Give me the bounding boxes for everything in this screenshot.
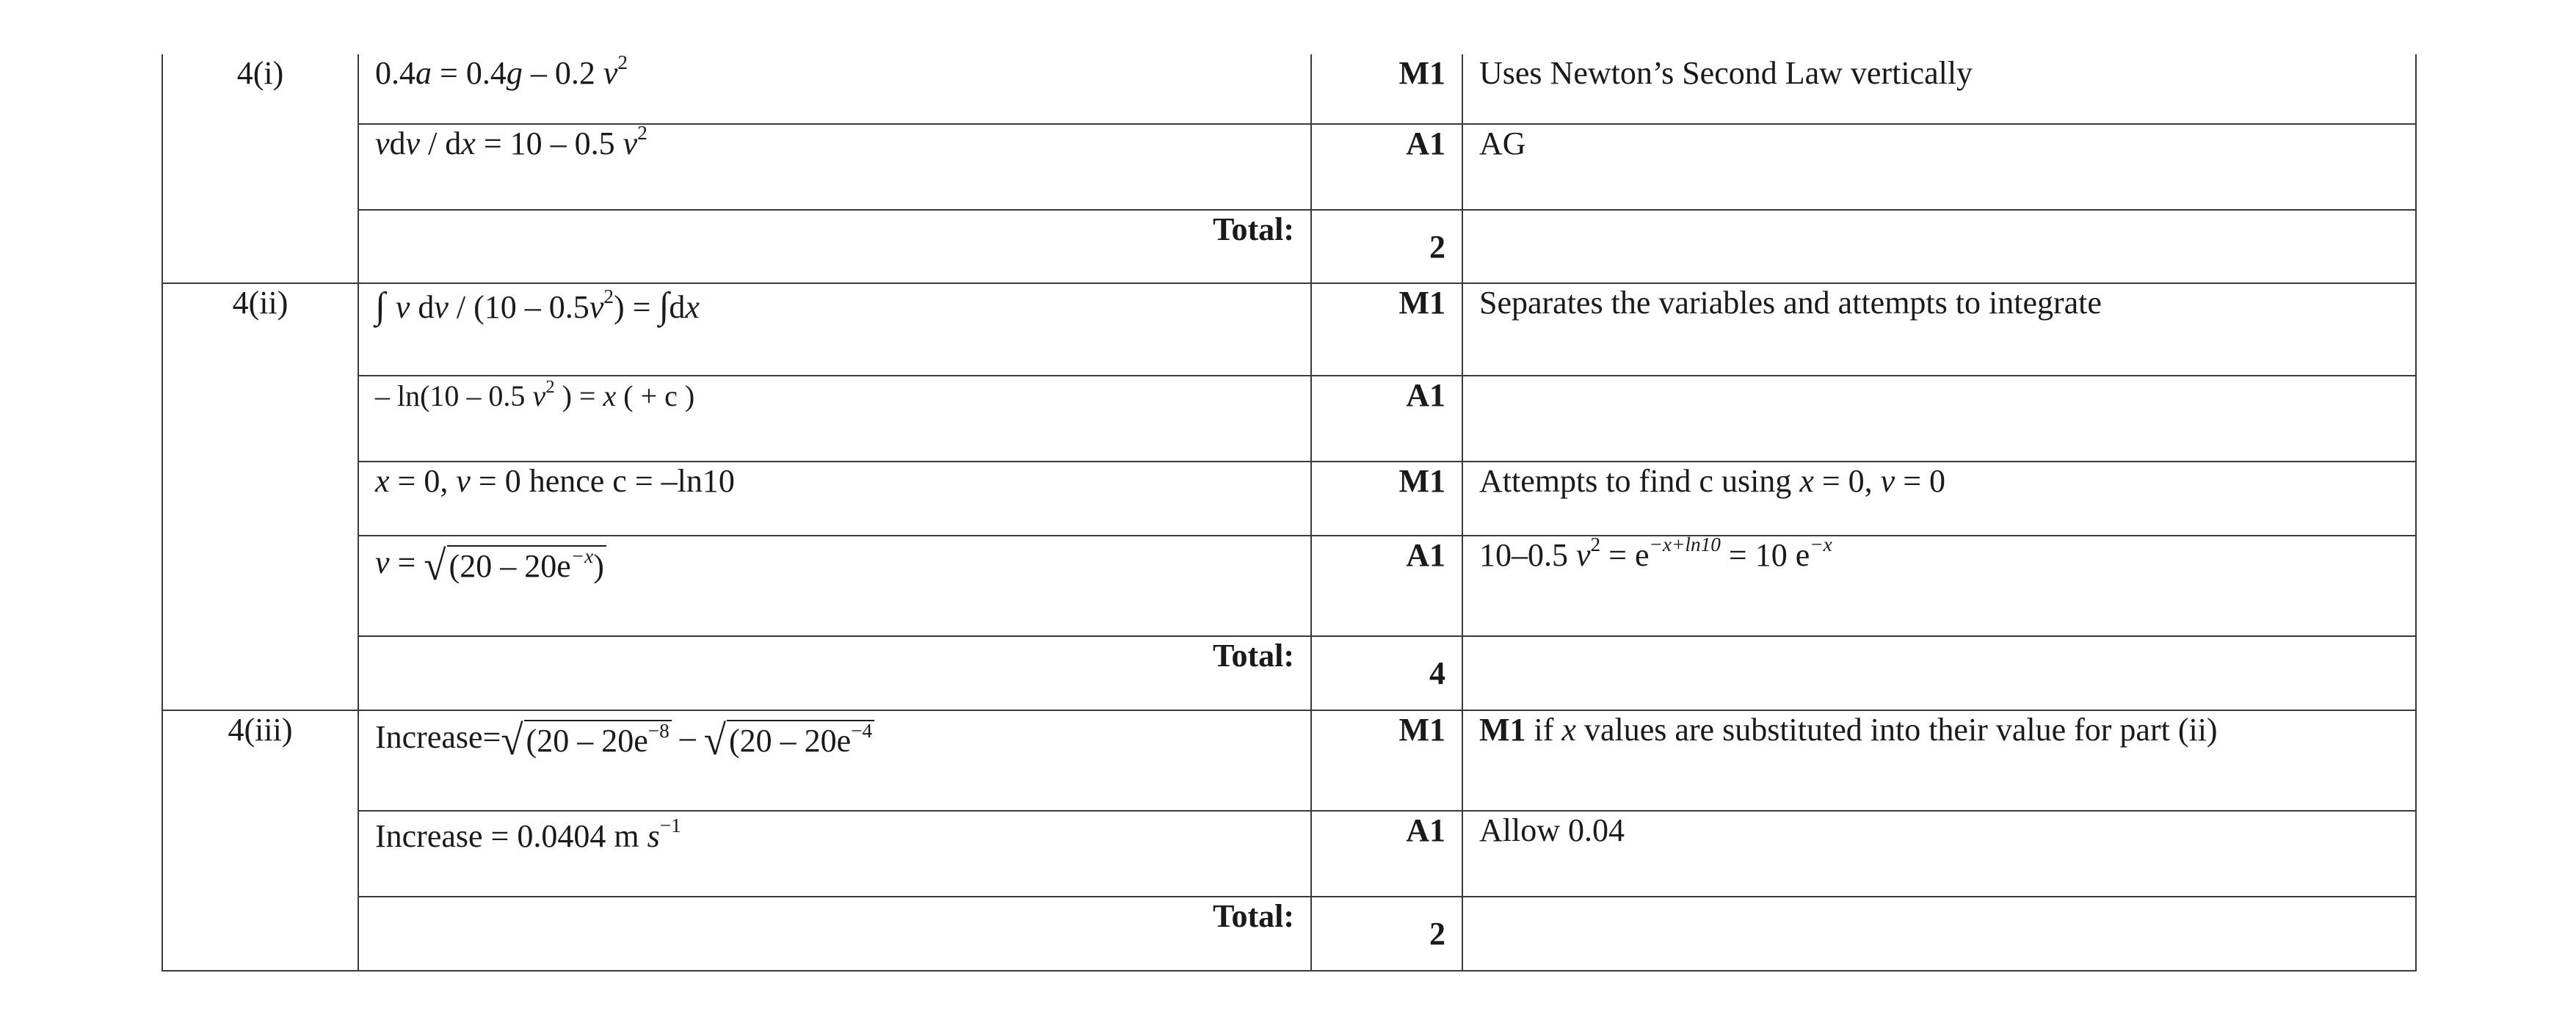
guidance-cell: Uses Newton’s Second Law vertically: [1462, 54, 2416, 124]
total-label: Total:: [358, 636, 1311, 710]
total-mark: 2: [1311, 897, 1462, 971]
guidance-cell: Separates the variables and attempts to integrate: [1462, 283, 2416, 376]
total-row: [162, 210, 2416, 283]
mark-cell: A1: [1311, 811, 1462, 897]
guidance-cell: Attempts to find c using x = 0, v = 0: [1462, 462, 2416, 536]
mark-scheme-table: [162, 51, 2417, 972]
answer-cell: 0.4a = 0.4g – 0.2 $v^2$: [358, 54, 1311, 124]
guidance-cell: M1 if x values are substituted into their value for part (ii): [1462, 710, 2416, 811]
table-row: [162, 124, 2416, 210]
total-row: [162, 636, 2416, 710]
guidance-cell: [1462, 897, 2416, 971]
answer-cell: Increase = 0.0404 m $s^{-1}$: [358, 811, 1311, 897]
guidance-cell: AG: [1462, 124, 2416, 210]
total-label: Total:: [358, 210, 1311, 283]
guidance-cell: [1462, 376, 2416, 462]
guidance-cell: [1462, 210, 2416, 283]
mark-cell: M1: [1311, 710, 1462, 811]
question-number: 4(i): [162, 54, 358, 283]
total-label: Total:: [358, 897, 1311, 971]
total-mark: 4: [1311, 636, 1462, 710]
total-row: [162, 897, 2416, 971]
mark-cell: M1: [1311, 462, 1462, 536]
guidance-cell: 10–0.5 $v^2 = e^{-x+ln10} = 10$ $e^{-x}$: [1462, 536, 2416, 636]
table-row: [162, 710, 2416, 811]
answer-cell: x = 0, v = 0 hence c = –ln10: [358, 462, 1311, 536]
mark-cell: A1: [1311, 124, 1462, 210]
answer-cell: v = √ $(20 - 20e^{-x})$: [358, 536, 1311, 636]
mark-cell: M1: [1311, 54, 1462, 124]
mark-cell: M1: [1311, 283, 1462, 376]
table-row: [162, 536, 2416, 636]
table-row: [162, 54, 2416, 124]
question-number: 4(ii): [162, 283, 358, 710]
table-row: [162, 811, 2416, 897]
answer-cell: Increase= √ ($20 - 20e^{-8}$ – √ ($20 - 20e^{-4}$: [358, 710, 1311, 811]
answer-cell: – ln(10 – 0.5 $v^2$ ) = x ( + c ): [358, 376, 1311, 462]
table-row: [162, 283, 2416, 376]
mark-cell: A1: [1311, 536, 1462, 636]
square-root: √ ($20 - 20e^{-4}$: [704, 720, 874, 760]
total-mark: 2: [1311, 210, 1462, 283]
answer-cell: ∫ v dv / $(10 - 0.5v^2) = \int dx$: [358, 283, 1311, 376]
answer-cell: vdv / dx = 10 – 0.5 $v^2$: [358, 124, 1311, 210]
guidance-cell: [1462, 636, 2416, 710]
table-row: [162, 462, 2416, 536]
square-root: √ $(20 - 20e^{-x})$: [424, 545, 606, 586]
guidance-cell: Allow 0.04: [1462, 811, 2416, 897]
table-row: [162, 376, 2416, 462]
square-root: √ ($20 - 20e^{-8}$: [501, 720, 671, 760]
question-number: 4(iii): [162, 710, 358, 971]
mark-cell: A1: [1311, 376, 1462, 462]
